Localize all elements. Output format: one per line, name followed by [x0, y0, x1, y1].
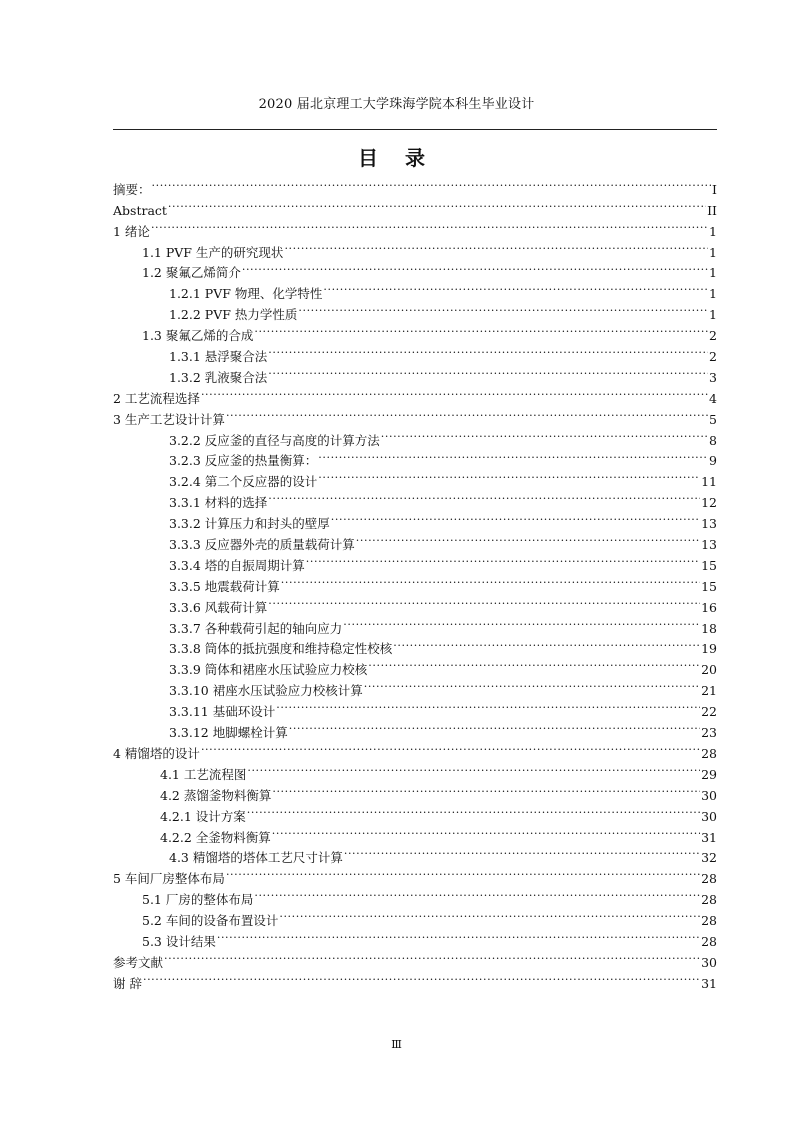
- toc-entry-label: 3.3.4 塔的自振周期计算: [169, 557, 305, 573]
- toc-entry-label: 5.2 车间的设备布置设计: [142, 913, 279, 929]
- toc-leader-dots: [276, 695, 700, 716]
- toc-entry-label: 4 精馏塔的设计: [113, 745, 200, 761]
- toc-entry-page: 2: [709, 349, 717, 365]
- toc-entry[interactable]: [113, 403, 717, 427]
- toc-entry-page: 28: [701, 913, 717, 929]
- toc-entry-label: 3.2.2 反应釜的直径与高度的计算方法: [169, 432, 380, 448]
- toc-leader-dots: [201, 737, 700, 758]
- toc-leader-dots: [268, 591, 700, 612]
- toc-leader-dots: [217, 925, 700, 946]
- page-title: 目 录: [358, 146, 435, 170]
- toc-entry-label: 3.3.11 基础环设计: [169, 704, 276, 720]
- toc-entry-label: 1.2 聚氟乙烯简介: [142, 265, 241, 281]
- toc-entry-label: 参考文献: [113, 954, 164, 970]
- toc-entry-label: 3.3.6 风载荷计算: [169, 599, 268, 615]
- toc-entry-page: II: [707, 202, 717, 218]
- toc-entry-page: 28: [701, 892, 717, 908]
- toc-entry[interactable]: [113, 382, 717, 406]
- toc-entry-label: 2 工艺流程选择: [113, 390, 200, 406]
- toc-leader-dots: [356, 528, 700, 549]
- toc-leader-dots: [318, 445, 708, 466]
- toc-entry-page: 19: [701, 641, 717, 657]
- toc-entry-page: 16: [701, 599, 717, 615]
- toc-entry-label: 5.1 厂房的整体布局: [142, 892, 254, 908]
- toc-entry-page: 12: [701, 495, 717, 511]
- toc-leader-dots: [284, 236, 708, 257]
- toc-leader-dots: [152, 173, 712, 194]
- toc-leader-dots: [344, 842, 700, 863]
- toc-entry-page: 28: [701, 871, 717, 887]
- toc-entry-page: 1: [709, 286, 717, 302]
- toc-entry-page: 15: [701, 557, 717, 573]
- toc-entry-page: 30: [701, 808, 717, 824]
- toc-entry-page: 5: [709, 411, 717, 427]
- toc-leader-dots: [393, 633, 700, 654]
- toc-leader-dots: [201, 382, 708, 403]
- toc-leader-dots: [272, 821, 700, 842]
- toc-entry-page: 31: [701, 829, 717, 845]
- toc-entry[interactable]: [113, 946, 717, 970]
- toc-leader-dots: [247, 800, 700, 821]
- toc-leader-dots: [289, 716, 700, 737]
- toc-entry-page: 31: [701, 975, 717, 991]
- toc-leader-dots: [254, 319, 708, 340]
- toc-entry-page: 1: [709, 223, 717, 239]
- toc-entry-page: I: [712, 181, 717, 197]
- toc-entry-page: 30: [701, 787, 717, 803]
- toc-entry-page: 23: [701, 725, 717, 741]
- toc-leader-dots: [268, 340, 708, 361]
- toc-entry-label: 4.2 蒸馏釜物料衡算: [160, 787, 272, 803]
- toc-entry-page: 29: [701, 766, 717, 782]
- page-header: 2020 届北京理工大学珠海学院本科生毕业设计: [258, 97, 535, 112]
- table-of-contents: [113, 173, 717, 991]
- toc-entry-page: 13: [701, 537, 717, 553]
- toc-entry-page: 28: [701, 933, 717, 949]
- toc-entry-page: 28: [701, 745, 717, 761]
- toc-entry-label: 3.3.10 裙座水压试验应力校核计算: [169, 683, 363, 699]
- toc-entry-label: 1.3.1 悬浮聚合法: [169, 349, 268, 365]
- toc-leader-dots: [323, 277, 708, 298]
- toc-leader-dots: [143, 967, 700, 988]
- toc-entry-label: 3 生产工艺设计计算: [113, 411, 225, 427]
- toc-entry-page: 22: [701, 704, 717, 720]
- toc-entry-label: 1.1 PVF 生产的研究现状: [142, 244, 284, 260]
- toc-entry-page: 30: [701, 954, 717, 970]
- toc-leader-dots: [226, 862, 700, 883]
- toc-entry-label: 摘要：: [113, 181, 151, 197]
- toc-entry-page: 9: [709, 453, 717, 469]
- toc-entry-page: 15: [701, 578, 717, 594]
- toc-entry-label: 3.3.12 地脚螺栓计算: [169, 725, 288, 741]
- toc-leader-dots: [242, 257, 708, 278]
- toc-entry-label: 4.3 精馏塔的塔体工艺尺寸计算: [169, 850, 343, 866]
- toc-leader-dots: [168, 194, 706, 215]
- toc-leader-dots: [318, 465, 700, 486]
- toc-leader-dots: [272, 779, 700, 800]
- toc-entry-page: 20: [701, 662, 717, 678]
- toc-entry-page: 21: [701, 683, 717, 699]
- toc-entry-label: 5.3 设计结果: [142, 933, 216, 949]
- toc-entry-page: 8: [709, 432, 717, 448]
- toc-leader-dots: [164, 946, 700, 967]
- toc-entry-label: 1.3.2 乳液聚合法: [169, 369, 268, 385]
- toc-entry-page: 4: [709, 390, 717, 406]
- toc-entry-page: 11: [701, 474, 717, 490]
- toc-entry-page: 18: [701, 620, 717, 636]
- toc-entry-label: 3.3.2 计算压力和封头的壁厚: [169, 516, 330, 532]
- toc-leader-dots: [381, 424, 708, 445]
- toc-entry-page: 1: [709, 265, 717, 281]
- toc-entry-label: 5 车间厂房整体布局: [113, 871, 225, 887]
- toc-entry[interactable]: [113, 215, 717, 239]
- toc-entry-page: 13: [701, 516, 717, 532]
- toc-entry[interactable]: [113, 737, 717, 761]
- toc-entry-label: 谢 辞: [113, 975, 142, 991]
- toc-leader-dots: [268, 361, 708, 382]
- toc-leader-dots: [279, 904, 700, 925]
- page-number: Ⅲ: [391, 1038, 402, 1051]
- toc-entry-label: Abstract: [113, 202, 167, 218]
- toc-leader-dots: [247, 758, 700, 779]
- toc-entry-label: 4.2.1 设计方案: [160, 808, 246, 824]
- toc-entry-label: 3.3.7 各种载荷引起的轴向应力: [169, 620, 343, 636]
- toc-leader-dots: [268, 486, 700, 507]
- toc-entry-label: 4.2.2 全釜物料衡算: [160, 829, 271, 845]
- toc-entry-page: 1: [709, 307, 717, 323]
- toc-entry-label: 3.3.3 反应器外壳的质量载荷计算: [169, 537, 355, 553]
- toc-entry-label: 3.3.5 地震载荷计算: [169, 578, 280, 594]
- toc-leader-dots: [331, 507, 700, 528]
- toc-entry-label: 3.3.1 材料的选择: [169, 495, 268, 511]
- header-rule: [113, 129, 717, 130]
- toc-leader-dots: [306, 549, 700, 570]
- toc-entry-label: 3.3.8 筒体的抵抗强度和维持稳定性校核: [169, 641, 393, 657]
- toc-entry-label: 3.2.4 第二个反应器的设计: [169, 474, 318, 490]
- toc-leader-dots: [226, 403, 708, 424]
- toc-entry[interactable]: [113, 194, 717, 218]
- toc-entry[interactable]: [113, 758, 717, 782]
- toc-entry[interactable]: [113, 173, 717, 197]
- toc-leader-dots: [364, 674, 700, 695]
- toc-entry-label: 1.3 聚氟乙烯的合成: [142, 328, 254, 344]
- toc-entry-label: 1 绪论: [113, 223, 150, 239]
- toc-entry[interactable]: [113, 967, 717, 991]
- toc-entry-label: 1.2.2 PVF 热力学性质: [169, 307, 298, 323]
- toc-entry-page: 1: [709, 244, 717, 260]
- toc-entry-label: 4.1 工艺流程图: [160, 766, 247, 782]
- toc-leader-dots: [254, 883, 700, 904]
- toc-entry-label: 1.2.1 PVF 物理、化学特性: [169, 286, 323, 302]
- toc-entry-label: 3.2.3 反应釜的热量衡算：: [169, 453, 318, 469]
- toc-leader-dots: [151, 215, 708, 236]
- toc-entry-page: 32: [701, 850, 717, 866]
- toc-entry-page: 2: [709, 328, 717, 344]
- toc-leader-dots: [343, 612, 700, 633]
- toc-entry-page: 3: [709, 369, 717, 385]
- toc-entry[interactable]: [113, 236, 717, 260]
- toc-leader-dots: [368, 653, 700, 674]
- toc-leader-dots: [298, 298, 708, 319]
- toc-leader-dots: [281, 570, 700, 591]
- toc-entry-label: 3.3.9 筒体和裙座水压试验应力校核: [169, 662, 368, 678]
